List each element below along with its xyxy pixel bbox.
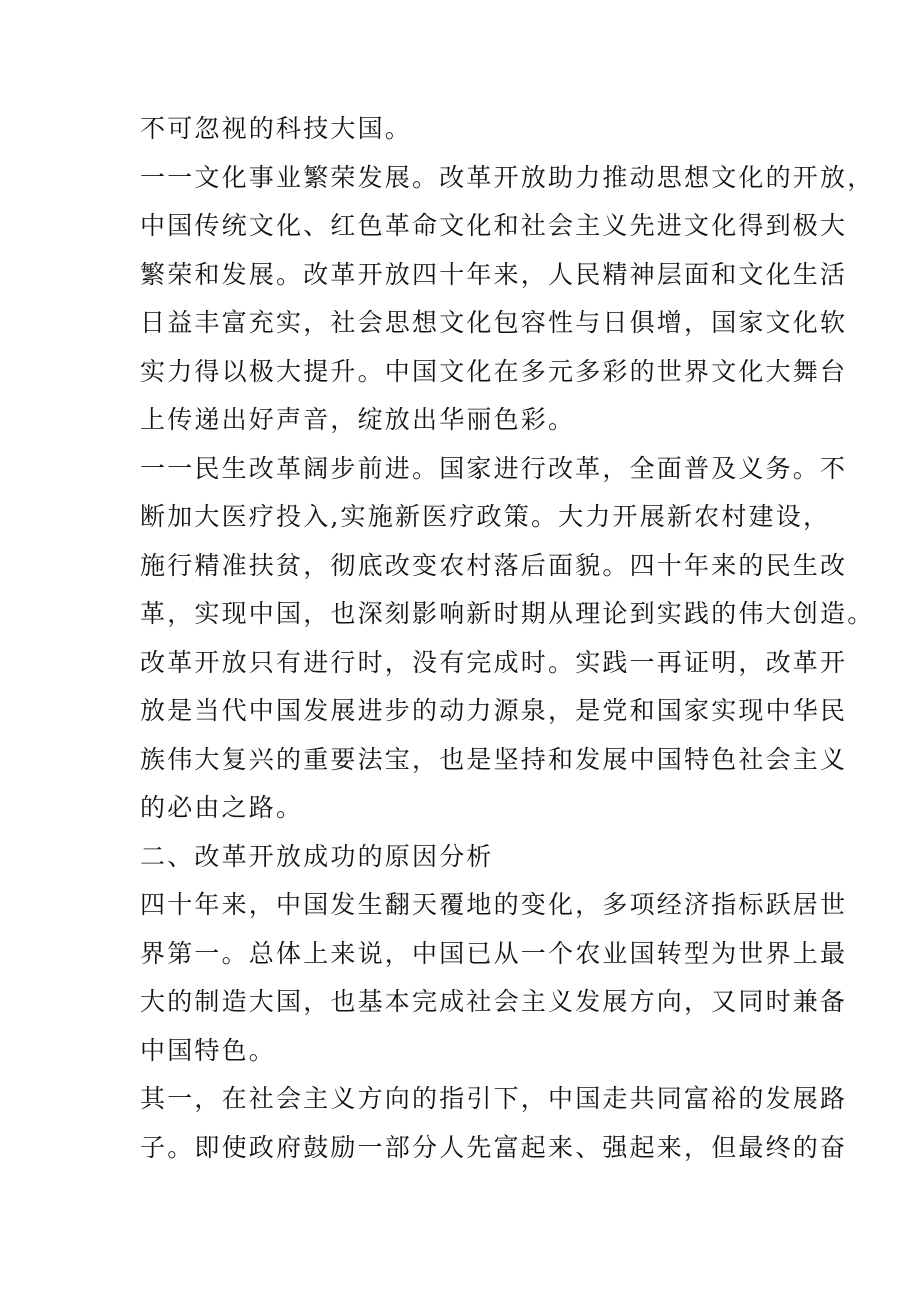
text-line: 界第一。总体上来说，中国已从一个农业国转型为世界上最 bbox=[140, 938, 848, 968]
text-line: 施行精准扶贫，彻底改变农村落后面貌。四十年来的民生改 bbox=[140, 550, 848, 580]
text-line: 不可忽视的科技大国。 bbox=[140, 114, 413, 143]
text-line: 革，实现中国，也深刻影响新时期从理论到实践的伟大创造。 bbox=[140, 599, 875, 628]
section-heading: 二、改革开放成功的原因分析 bbox=[140, 841, 494, 871]
text-line: 繁荣和发展。改革开放四十年来，人民精神层面和文化生活 bbox=[140, 259, 848, 289]
text-line: 上传递出好声音，绽放出华丽色彩。 bbox=[140, 405, 576, 434]
text-line: 大的制造大国，也基本完成社会主义发展方向，又同时兼备 bbox=[140, 987, 848, 1016]
text-line: 一一民生改革阔步前进。国家进行改革，全面普及义务。不 bbox=[140, 453, 848, 483]
text-line: 其一，在社会主义方向的指引下，中国走共同富裕的发展路 bbox=[140, 1084, 848, 1113]
text-line: 子。即使政府鼓励一部分人先富起来、强起来，但最终的奋 bbox=[140, 1132, 848, 1162]
text-line: 中国传统文化、红色革命文化和社会主义先进文化得到极大 bbox=[140, 211, 848, 240]
text-line: 放是当代中国发展进步的动力源泉，是党和国家实现中华民 bbox=[140, 696, 848, 725]
text-line: 断加大医疗投入,实施新医疗政策。大力开展新农村建设， bbox=[140, 502, 831, 531]
text-line: 中国特色。 bbox=[140, 1035, 277, 1065]
text-line: 改革开放只有进行时，没有完成时。实践一再证明，改革开 bbox=[140, 647, 848, 677]
text-line: 实力得以极大提升。中国文化在多元多彩的世界文化大舞台 bbox=[140, 356, 848, 386]
text-line: 日益丰富充实，社会思想文化包容性与日俱增，国家文化软 bbox=[140, 308, 848, 337]
text-line: 的必由之路。 bbox=[140, 793, 304, 822]
text-line: 四十年来，中国发生翻天覆地的变化，多项经济指标跃居世 bbox=[140, 890, 848, 919]
document-body bbox=[140, 105, 875, 1172]
text-line: 族伟大复兴的重要法宝，也是坚持和发展中国特色社会主义 bbox=[140, 744, 848, 774]
text-line: 一一文化事业繁荣发展。改革开放助力推动思想文化的开放， bbox=[140, 162, 875, 192]
